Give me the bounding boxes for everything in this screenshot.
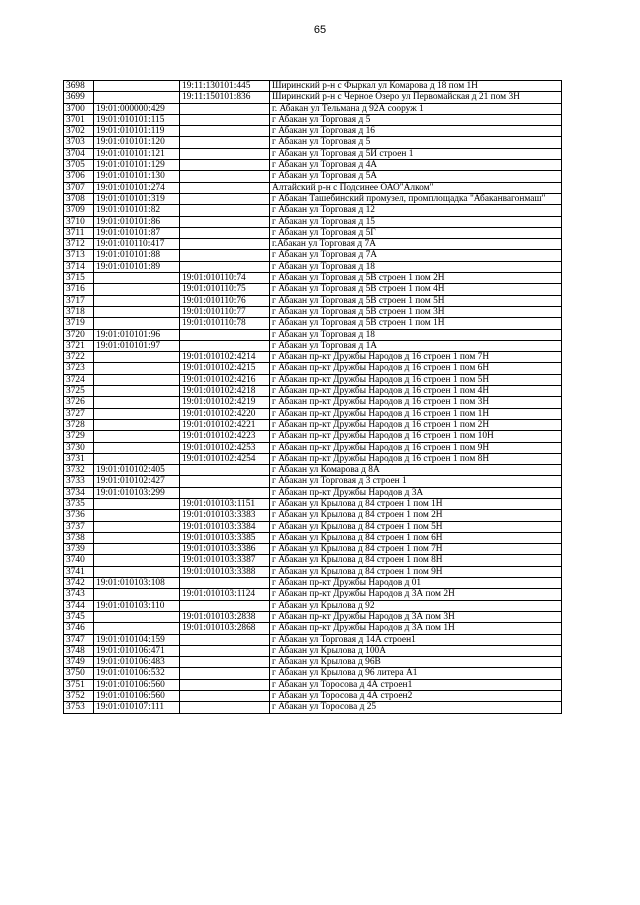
table-row — [64, 691, 562, 702]
object-cadastral-number-cell: 19:01:010102:405 — [94, 465, 180, 476]
premises-cadastral-number-cell: 19:01:010102:4221 — [180, 419, 270, 430]
object-cadastral-number-cell: 19:01:010106:483 — [94, 657, 180, 668]
row-number-cell: 3752 — [64, 691, 94, 702]
premises-cadastral-number-cell: 19:01:010102:4214 — [180, 352, 270, 363]
table-body — [64, 81, 562, 714]
address-cell: г Абакан ул Крылова д 96В — [270, 657, 562, 668]
premises-cadastral-number-cell — [180, 578, 270, 589]
object-cadastral-number-cell — [94, 295, 180, 306]
premises-cadastral-number-cell — [180, 239, 270, 250]
row-number-cell: 3721 — [64, 340, 94, 351]
table-row — [64, 408, 562, 419]
premises-cadastral-number-cell — [180, 160, 270, 171]
premises-cadastral-number-cell: 19:01:010103:2868 — [180, 623, 270, 634]
table-row — [64, 521, 562, 532]
row-number-cell: 3726 — [64, 397, 94, 408]
address-cell: г Абакан ул Крылова д 84 строен 1 пом 6Н — [270, 532, 562, 543]
address-cell: г Абакан пр-кт Дружбы Народов д 16 строен 1 пом 8Н — [270, 453, 562, 464]
object-cadastral-number-cell: 19:01:010106:471 — [94, 645, 180, 656]
object-cadastral-number-cell — [94, 442, 180, 453]
object-cadastral-number-cell: 19:01:010104:159 — [94, 634, 180, 645]
object-cadastral-number-cell — [94, 419, 180, 430]
table-row — [64, 544, 562, 555]
object-cadastral-number-cell — [94, 510, 180, 521]
object-cadastral-number-cell — [94, 363, 180, 374]
row-number-cell: 3716 — [64, 284, 94, 295]
row-number-cell: 3704 — [64, 148, 94, 159]
object-cadastral-number-cell — [94, 611, 180, 622]
object-cadastral-number-cell: 19:01:000000:429 — [94, 103, 180, 114]
row-number-cell: 3745 — [64, 611, 94, 622]
address-cell: г Абакан пр-кт Дружбы Народов д 3А — [270, 487, 562, 498]
address-cell: г Абакан ул Торосова д 4А строен1 — [270, 679, 562, 690]
table-row — [64, 261, 562, 272]
table-row — [64, 397, 562, 408]
table-row — [64, 431, 562, 442]
address-cell: г Абакан ул Крылова д 84 строен 1 пом 9Н — [270, 566, 562, 577]
premises-cadastral-number-cell: 19:01:010102:4216 — [180, 374, 270, 385]
table-row — [64, 374, 562, 385]
row-number-cell: 3741 — [64, 566, 94, 577]
address-cell: г Абакан ул Торговая д 5 — [270, 114, 562, 125]
premises-cadastral-number-cell — [180, 645, 270, 656]
address-cell: г Абакан пр-кт Дружбы Народов д 16 строен 1 пом 6Н — [270, 363, 562, 374]
row-number-cell: 3729 — [64, 431, 94, 442]
address-cell: г Абакан пр-кт Дружбы Народов д 16 строен 1 пом 5Н — [270, 374, 562, 385]
object-cadastral-number-cell — [94, 521, 180, 532]
address-cell: г Абакан ул Торговая д 4А — [270, 160, 562, 171]
premises-cadastral-number-cell: 19:01:010102:4254 — [180, 453, 270, 464]
premises-cadastral-number-cell: 19:01:010102:4253 — [180, 442, 270, 453]
premises-cadastral-number-cell — [180, 668, 270, 679]
premises-cadastral-number-cell: 19:11:130101:445 — [180, 81, 270, 92]
object-cadastral-number-cell: 19:01:010101:119 — [94, 126, 180, 137]
object-cadastral-number-cell: 19:01:010101:87 — [94, 227, 180, 238]
premises-cadastral-number-cell — [180, 487, 270, 498]
row-number-cell: 3747 — [64, 634, 94, 645]
object-cadastral-number-cell: 19:01:010106:532 — [94, 668, 180, 679]
row-number-cell: 3727 — [64, 408, 94, 419]
table-row — [64, 566, 562, 577]
premises-cadastral-number-cell: 19:01:010103:3388 — [180, 566, 270, 577]
table-row — [64, 193, 562, 204]
premises-cadastral-number-cell — [180, 340, 270, 351]
address-cell: г Абакан пр-кт Дружбы Народов д 3А пом 1Н — [270, 623, 562, 634]
address-cell: г Абакан ул Торговая д 16 — [270, 126, 562, 137]
row-number-cell: 3742 — [64, 578, 94, 589]
table-row — [64, 318, 562, 329]
row-number-cell: 3711 — [64, 227, 94, 238]
address-cell: г Абакан пр-кт Дружбы Народов д 3А пом 2Н — [270, 589, 562, 600]
object-cadastral-number-cell — [94, 397, 180, 408]
premises-cadastral-number-cell: 19:01:010110:78 — [180, 318, 270, 329]
address-cell: г Абакан ул Крылова д 100А — [270, 645, 562, 656]
object-cadastral-number-cell — [94, 544, 180, 555]
premises-cadastral-number-cell: 19:01:010103:3385 — [180, 532, 270, 543]
address-cell: г Абакан пр-кт Дружбы Народов д 3А пом 3Н — [270, 611, 562, 622]
premises-cadastral-number-cell — [180, 182, 270, 193]
table-row — [64, 103, 562, 114]
address-cell: г Абакан ул Торговая д 5А — [270, 171, 562, 182]
table-row — [64, 555, 562, 566]
row-number-cell: 3743 — [64, 589, 94, 600]
premises-cadastral-number-cell — [180, 250, 270, 261]
table-row — [64, 363, 562, 374]
table-row — [64, 668, 562, 679]
premises-cadastral-number-cell — [180, 679, 270, 690]
address-cell: г Абакан ул Крылова д 84 строен 1 пом 7Н — [270, 544, 562, 555]
object-cadastral-number-cell — [94, 589, 180, 600]
object-cadastral-number-cell: 19:01:010103:108 — [94, 578, 180, 589]
address-cell: г Абакан Ташебинский промузел, промплощадка "Абаканвагонмаш" — [270, 193, 562, 204]
table-row — [64, 442, 562, 453]
premises-cadastral-number-cell — [180, 171, 270, 182]
premises-cadastral-number-cell — [180, 148, 270, 159]
row-number-cell: 3712 — [64, 239, 94, 250]
premises-cadastral-number-cell: 19:01:010103:1151 — [180, 498, 270, 509]
premises-cadastral-number-cell — [180, 702, 270, 713]
row-number-cell: 3750 — [64, 668, 94, 679]
row-number-cell: 3725 — [64, 386, 94, 397]
table-row — [64, 239, 562, 250]
address-cell: г Абакан ул Торговая д 3 строен 1 — [270, 476, 562, 487]
table-row — [64, 679, 562, 690]
object-cadastral-number-cell: 19:01:010101:115 — [94, 114, 180, 125]
row-number-cell: 3753 — [64, 702, 94, 713]
object-cadastral-number-cell — [94, 623, 180, 634]
premises-cadastral-number-cell: 19:01:010110:75 — [180, 284, 270, 295]
premises-cadastral-number-cell — [180, 329, 270, 340]
row-number-cell: 3700 — [64, 103, 94, 114]
address-cell: г Абакан пр-кт Дружбы Народов д 16 строен 1 пом 2Н — [270, 419, 562, 430]
row-number-cell: 3749 — [64, 657, 94, 668]
row-number-cell: 3728 — [64, 419, 94, 430]
premises-cadastral-number-cell: 19:01:010102:4215 — [180, 363, 270, 374]
address-cell: г Абакан ул Крылова д 84 строен 1 пом 2Н — [270, 510, 562, 521]
premises-cadastral-number-cell — [180, 114, 270, 125]
premises-cadastral-number-cell — [180, 476, 270, 487]
address-cell: г Абакан ул Торговая д 1А — [270, 340, 562, 351]
premises-cadastral-number-cell — [180, 261, 270, 272]
table-row — [64, 227, 562, 238]
object-cadastral-number-cell — [94, 532, 180, 543]
row-number-cell: 3719 — [64, 318, 94, 329]
table-row — [64, 306, 562, 317]
premises-cadastral-number-cell — [180, 193, 270, 204]
table-row — [64, 453, 562, 464]
premises-cadastral-number-cell: 19:01:010103:3384 — [180, 521, 270, 532]
row-number-cell: 3717 — [64, 295, 94, 306]
table-row — [64, 498, 562, 509]
row-number-cell: 3698 — [64, 81, 94, 92]
table-row — [64, 81, 562, 92]
row-number-cell: 3740 — [64, 555, 94, 566]
object-cadastral-number-cell — [94, 566, 180, 577]
address-cell: г Абакан пр-кт Дружбы Народов д 16 строен 1 пом 3Н — [270, 397, 562, 408]
address-cell: г Абакан ул Торговая д 12 — [270, 205, 562, 216]
row-number-cell: 3713 — [64, 250, 94, 261]
row-number-cell: 3722 — [64, 352, 94, 363]
object-cadastral-number-cell: 19:01:010110:417 — [94, 239, 180, 250]
object-cadastral-number-cell: 19:01:010103:299 — [94, 487, 180, 498]
address-cell: г Абакан ул Торговая д 18 — [270, 329, 562, 340]
premises-cadastral-number-cell: 19:01:010103:3386 — [180, 544, 270, 555]
premises-cadastral-number-cell: 19:01:010102:4219 — [180, 397, 270, 408]
premises-cadastral-number-cell: 19:01:010103:3383 — [180, 510, 270, 521]
table-row — [64, 589, 562, 600]
object-cadastral-number-cell — [94, 352, 180, 363]
address-cell: г Абакан ул Крылова д 96 литера А1 — [270, 668, 562, 679]
address-cell: г Абакан ул Торговая д 5И строен 1 — [270, 148, 562, 159]
table-row — [64, 645, 562, 656]
address-cell: г Абакан пр-кт Дружбы Народов д 16 строен 1 пом 4Н — [270, 386, 562, 397]
object-cadastral-number-cell: 19:01:010101:129 — [94, 160, 180, 171]
object-cadastral-number-cell — [94, 555, 180, 566]
premises-cadastral-number-cell — [180, 465, 270, 476]
address-cell: г Абакан ул Торговая д 7А — [270, 250, 562, 261]
row-number-cell: 3724 — [64, 374, 94, 385]
premises-cadastral-number-cell — [180, 600, 270, 611]
table-row — [64, 510, 562, 521]
row-number-cell: 3708 — [64, 193, 94, 204]
row-number-cell: 3718 — [64, 306, 94, 317]
premises-cadastral-number-cell: 19:01:010110:74 — [180, 273, 270, 284]
address-cell: г Абакан ул Торговая д 5В строен 1 пом 3Н — [270, 306, 562, 317]
address-cell: г Абакан ул Комарова д 8А — [270, 465, 562, 476]
row-number-cell: 3714 — [64, 261, 94, 272]
table-row — [64, 487, 562, 498]
object-cadastral-number-cell: 19:01:010101:121 — [94, 148, 180, 159]
row-number-cell: 3703 — [64, 137, 94, 148]
table-row — [64, 578, 562, 589]
object-cadastral-number-cell: 19:01:010106:560 — [94, 691, 180, 702]
row-number-cell: 3735 — [64, 498, 94, 509]
address-cell: г Абакан пр-кт Дружбы Народов д 16 строен 1 пом 9Н — [270, 442, 562, 453]
row-number-cell: 3699 — [64, 92, 94, 103]
row-number-cell: 3702 — [64, 126, 94, 137]
address-cell: г Абакан ул Торговая д 5В строен 1 пом 5Н — [270, 295, 562, 306]
address-cell: г Абакан ул Торговая д 5 — [270, 137, 562, 148]
object-cadastral-number-cell — [94, 431, 180, 442]
object-cadastral-number-cell: 19:01:010102:427 — [94, 476, 180, 487]
object-cadastral-number-cell — [94, 453, 180, 464]
table-row — [64, 171, 562, 182]
object-cadastral-number-cell: 19:01:010107:111 — [94, 702, 180, 713]
premises-cadastral-number-cell: 19:01:010103:3387 — [180, 555, 270, 566]
address-cell: Ширинский р-н с Черное Озеро ул Первомайская д 21 пом 3Н — [270, 92, 562, 103]
table-row — [64, 600, 562, 611]
table-row — [64, 657, 562, 668]
object-cadastral-number-cell — [94, 273, 180, 284]
premises-cadastral-number-cell — [180, 634, 270, 645]
table-row — [64, 182, 562, 193]
table-row — [64, 284, 562, 295]
address-cell: г Абакан ул Торосова д 25 — [270, 702, 562, 713]
object-cadastral-number-cell — [94, 498, 180, 509]
premises-cadastral-number-cell: 19:01:010110:77 — [180, 306, 270, 317]
address-cell: г Абакан ул Торговая д 18 — [270, 261, 562, 272]
address-cell: г Абакан ул Крылова д 92 — [270, 600, 562, 611]
object-cadastral-number-cell: 19:01:010101:88 — [94, 250, 180, 261]
premises-cadastral-number-cell: 19:01:010103:2838 — [180, 611, 270, 622]
address-cell: г Абакан пр-кт Дружбы Народов д 01 — [270, 578, 562, 589]
table-row — [64, 386, 562, 397]
row-number-cell: 3709 — [64, 205, 94, 216]
address-cell: г Абакан ул Торговая д 5В строен 1 пом 1Н — [270, 318, 562, 329]
object-cadastral-number-cell: 19:01:010106:560 — [94, 679, 180, 690]
table-row — [64, 250, 562, 261]
row-number-cell: 3751 — [64, 679, 94, 690]
row-number-cell: 3748 — [64, 645, 94, 656]
page-number: 65 — [313, 24, 327, 36]
table-row — [64, 148, 562, 159]
table-row — [64, 137, 562, 148]
address-cell: Алтайский р-н с Подсинее ОАО"Алком" — [270, 182, 562, 193]
table-row — [64, 92, 562, 103]
premises-cadastral-number-cell — [180, 205, 270, 216]
table-row — [64, 160, 562, 171]
table-row — [64, 216, 562, 227]
row-number-cell: 3710 — [64, 216, 94, 227]
object-cadastral-number-cell — [94, 408, 180, 419]
table-row — [64, 532, 562, 543]
address-cell: г Абакан ул Торговая д 5Г — [270, 227, 562, 238]
table-row — [64, 634, 562, 645]
object-cadastral-number-cell: 19:01:010101:86 — [94, 216, 180, 227]
table-row — [64, 126, 562, 137]
object-cadastral-number-cell — [94, 284, 180, 295]
row-number-cell: 3705 — [64, 160, 94, 171]
row-number-cell: 3701 — [64, 114, 94, 125]
premises-cadastral-number-cell: 19:01:010110:76 — [180, 295, 270, 306]
table-row — [64, 114, 562, 125]
row-number-cell: 3706 — [64, 171, 94, 182]
address-cell: г Абакан ул Торосова д 4А строен2 — [270, 691, 562, 702]
table-row — [64, 419, 562, 430]
row-number-cell: 3733 — [64, 476, 94, 487]
premises-cadastral-number-cell: 19:01:010103:1124 — [180, 589, 270, 600]
object-cadastral-number-cell — [94, 318, 180, 329]
object-cadastral-number-cell: 19:01:010101:274 — [94, 182, 180, 193]
table-row — [64, 205, 562, 216]
row-number-cell: 3736 — [64, 510, 94, 521]
premises-cadastral-number-cell — [180, 227, 270, 238]
object-cadastral-number-cell — [94, 386, 180, 397]
premises-cadastral-number-cell: 19:01:010102:4223 — [180, 431, 270, 442]
address-cell: г Абакан ул Торговая д 14А строен1 — [270, 634, 562, 645]
row-number-cell: 3737 — [64, 521, 94, 532]
object-cadastral-number-cell: 19:01:010101:96 — [94, 329, 180, 340]
table-row — [64, 465, 562, 476]
table-row — [64, 273, 562, 284]
object-cadastral-number-cell — [94, 374, 180, 385]
address-cell: г. Абакан ул Тельмана д 92А сооруж 1 — [270, 103, 562, 114]
row-number-cell: 3707 — [64, 182, 94, 193]
table-row — [64, 295, 562, 306]
address-cell: г.Абакан ул Торговая д 7А — [270, 239, 562, 250]
row-number-cell: 3746 — [64, 623, 94, 634]
premises-cadastral-number-cell: 19:01:010102:4220 — [180, 408, 270, 419]
premises-cadastral-number-cell: 19:01:010102:4218 — [180, 386, 270, 397]
row-number-cell: 3723 — [64, 363, 94, 374]
premises-cadastral-number-cell — [180, 691, 270, 702]
address-cell: г Абакан пр-кт Дружбы Народов д 16 строен 1 пом 1Н — [270, 408, 562, 419]
object-cadastral-number-cell: 19:01:010101:89 — [94, 261, 180, 272]
premises-cadastral-number-cell — [180, 126, 270, 137]
row-number-cell: 3730 — [64, 442, 94, 453]
table-row — [64, 340, 562, 351]
row-number-cell: 3731 — [64, 453, 94, 464]
table-row — [64, 352, 562, 363]
address-cell: г Абакан ул Торговая д 5В строен 1 пом 4Н — [270, 284, 562, 295]
table-row — [64, 623, 562, 634]
object-cadastral-number-cell: 19:01:010101:130 — [94, 171, 180, 182]
object-cadastral-number-cell — [94, 81, 180, 92]
row-number-cell: 3720 — [64, 329, 94, 340]
property-registry-table — [63, 80, 562, 714]
row-number-cell: 3739 — [64, 544, 94, 555]
row-number-cell: 3732 — [64, 465, 94, 476]
premises-cadastral-number-cell — [180, 137, 270, 148]
address-cell: г Абакан ул Крылова д 84 строен 1 пом 1Н — [270, 498, 562, 509]
address-cell: г Абакан ул Крылова д 84 строен 1 пом 5Н — [270, 521, 562, 532]
address-cell: г Абакан пр-кт Дружбы Народов д 16 строен 1 пом 7Н — [270, 352, 562, 363]
address-cell: г Абакан ул Торговая д 15 — [270, 216, 562, 227]
address-cell: г Абакан ул Торговая д 5В строен 1 пом 2Н — [270, 273, 562, 284]
object-cadastral-number-cell — [94, 92, 180, 103]
object-cadastral-number-cell: 19:01:010101:82 — [94, 205, 180, 216]
premises-cadastral-number-cell — [180, 103, 270, 114]
object-cadastral-number-cell: 19:01:010101:120 — [94, 137, 180, 148]
table-row — [64, 329, 562, 340]
table-row — [64, 476, 562, 487]
premises-cadastral-number-cell: 19:11:150101:836 — [180, 92, 270, 103]
premises-cadastral-number-cell — [180, 216, 270, 227]
object-cadastral-number-cell — [94, 306, 180, 317]
object-cadastral-number-cell: 19:01:010101:319 — [94, 193, 180, 204]
row-number-cell: 3738 — [64, 532, 94, 543]
address-cell: г Абакан ул Крылова д 84 строен 1 пом 8Н — [270, 555, 562, 566]
object-cadastral-number-cell: 19:01:010101:97 — [94, 340, 180, 351]
row-number-cell: 3734 — [64, 487, 94, 498]
row-number-cell: 3715 — [64, 273, 94, 284]
table-row — [64, 702, 562, 713]
address-cell: г Абакан пр-кт Дружбы Народов д 16 строен 1 пом 10Н — [270, 431, 562, 442]
table-row — [64, 611, 562, 622]
row-number-cell: 3744 — [64, 600, 94, 611]
address-cell: Ширинский р-н с Фыркал ул Комарова д 18 пом 1Н — [270, 81, 562, 92]
premises-cadastral-number-cell — [180, 657, 270, 668]
object-cadastral-number-cell: 19:01:010103:110 — [94, 600, 180, 611]
